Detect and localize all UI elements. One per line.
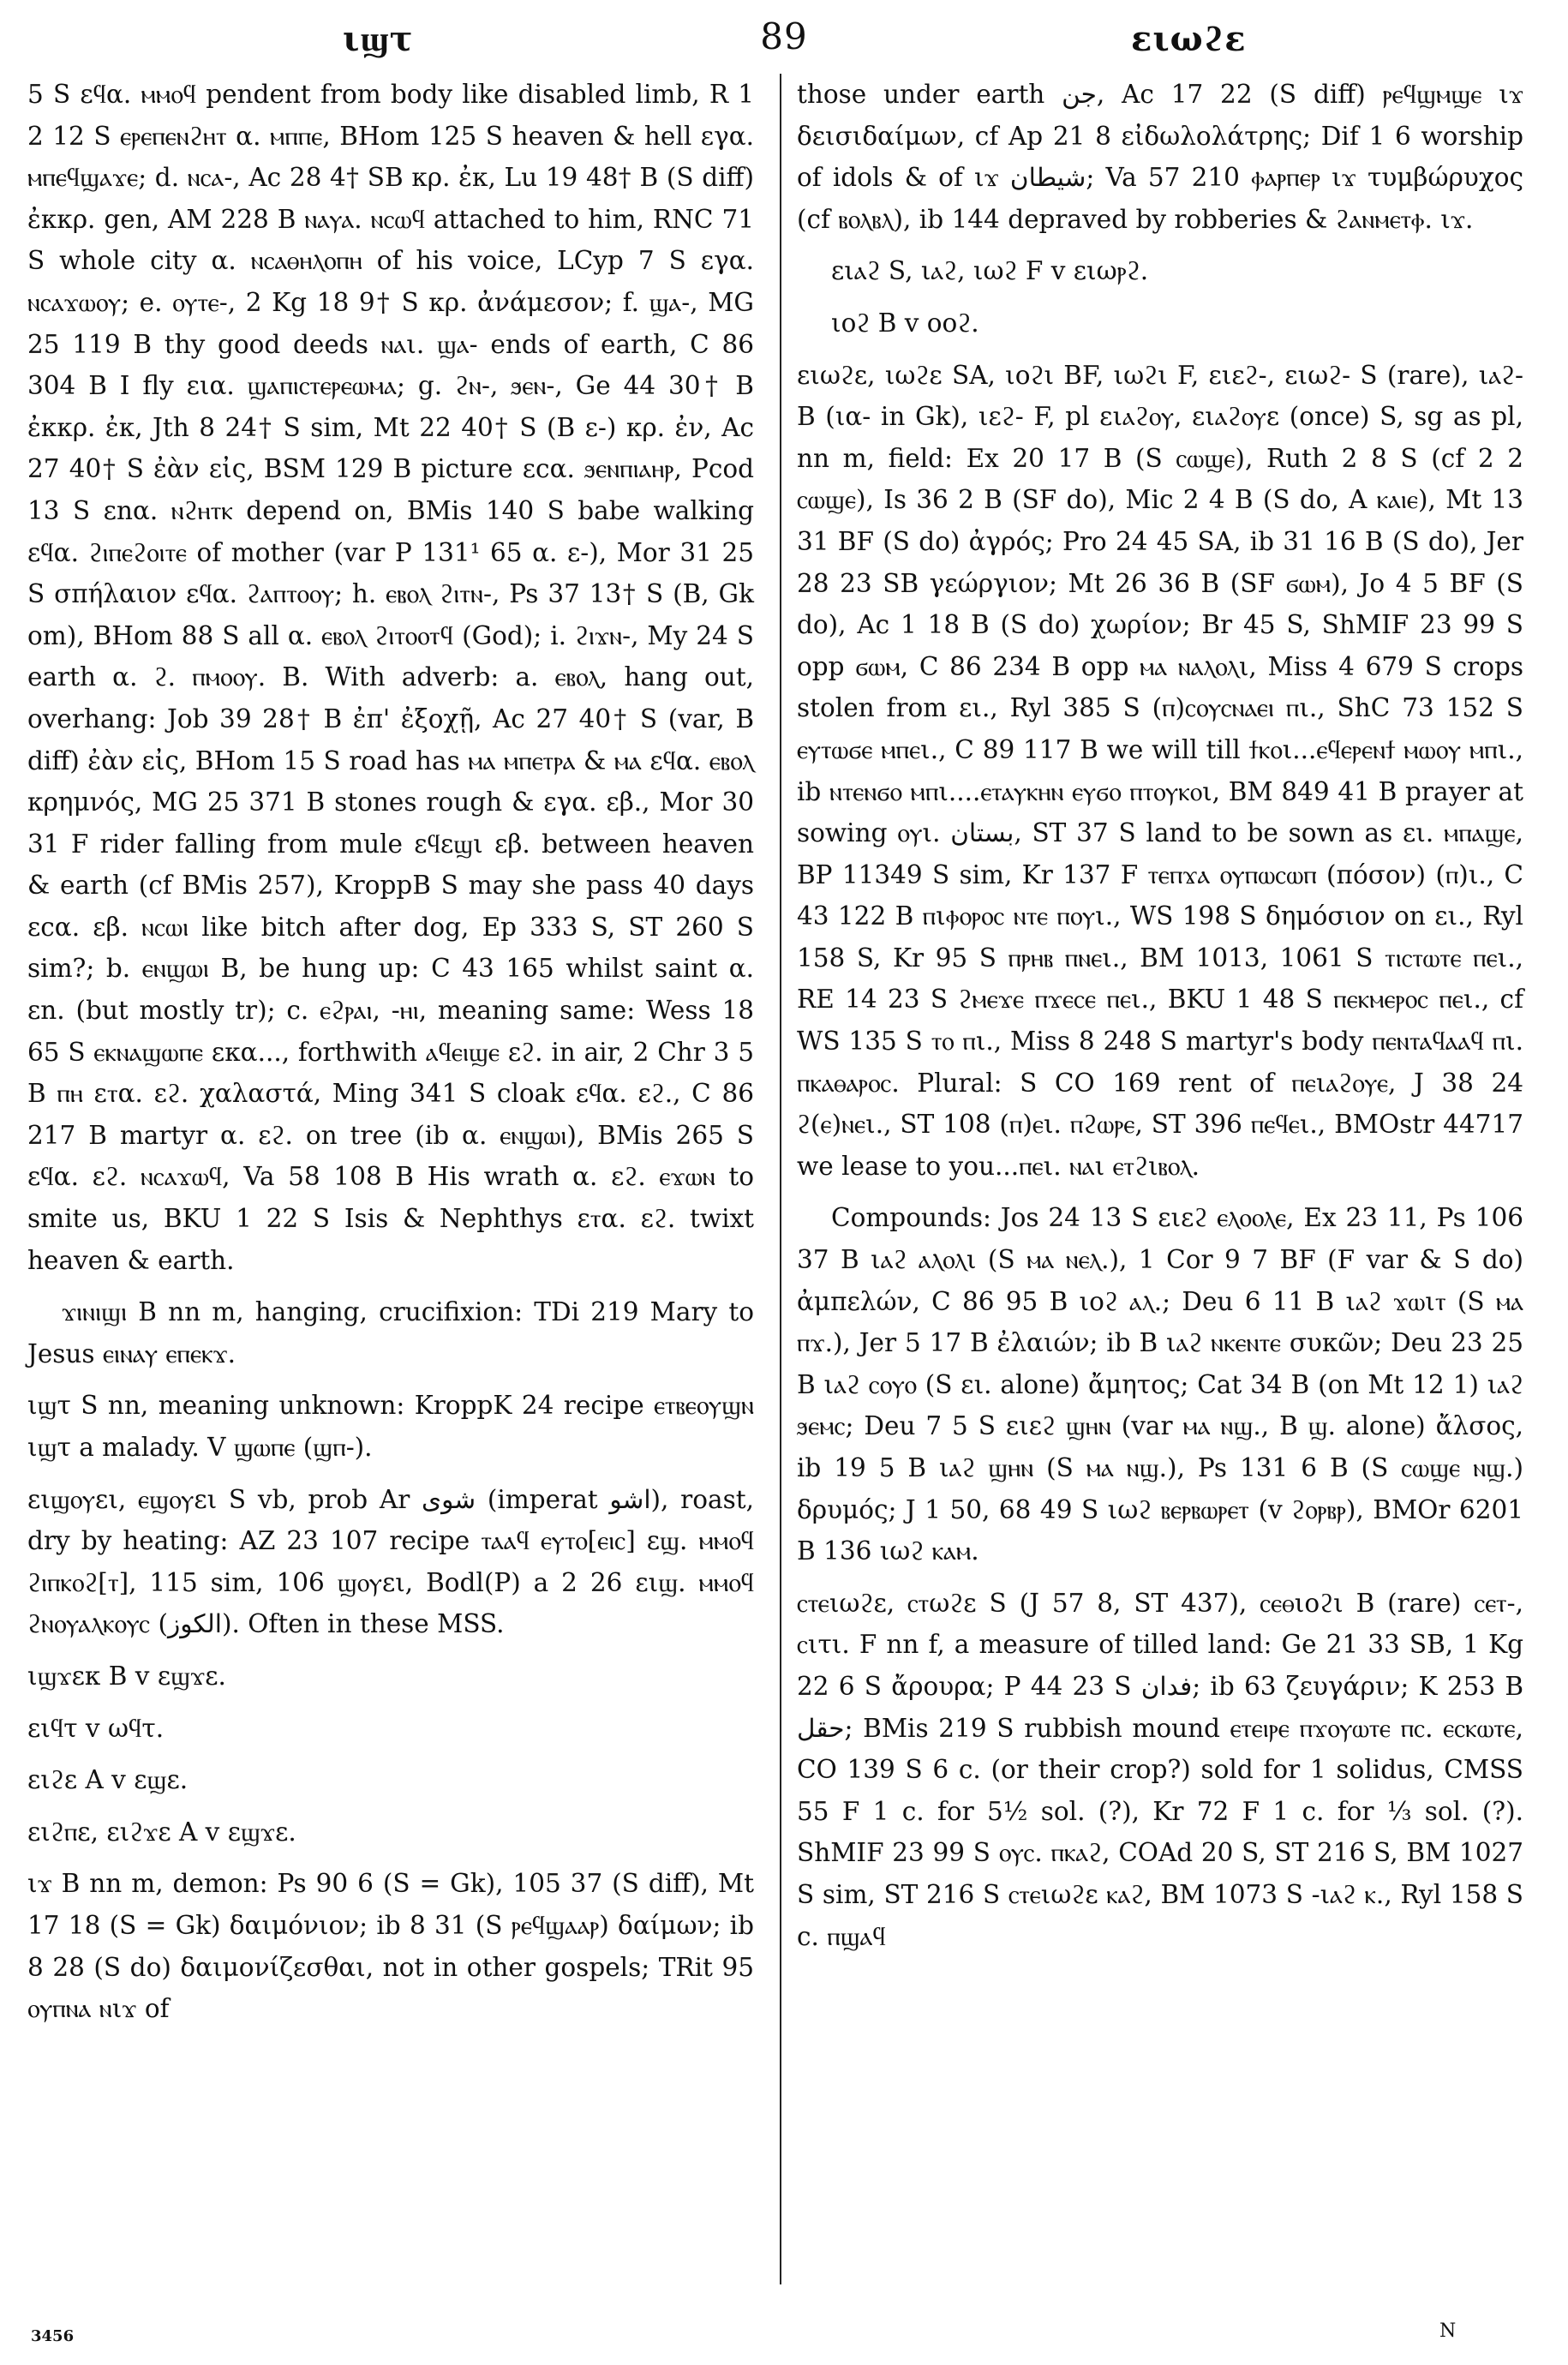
printer-signature-number: 3456 <box>31 2327 75 2345</box>
entry-isht: ιϣτ S nn, meaning unknown: KroppK 24 recipe ⲉⲧⲃⲉⲟⲩϣⲛ ιϣτ a malady. V ϣⲱⲡⲉ (ϣⲡ-). <box>27 1391 754 1462</box>
entry-eihe: ειϩε A v εϣε. <box>27 1765 189 1795</box>
page-number: 89 <box>760 15 808 57</box>
entry-eiah: ειⲁϩ S, ιⲁϩ, ιωϩ F v ειωⲣϩ. <box>831 256 1149 286</box>
entry-ishjek: ιϣϫεκ B v εϣϫε. <box>27 1661 226 1691</box>
signature-letter: N <box>1439 2320 1457 2342</box>
entry-ij-demon: ιϫ B nn m, demon: Ps 90 6 (S = Gk), 105 37 (S diff), Mt 17 18 (S = Gk) δαιμόνιον; ib 8 31 (S ⲣⲉϥϣⲁⲁⲣ) δαίμων; ib 8 28 (S do) δαιμονίζεσθαι, not in other gospels; TRit 95 ⲟⲩⲡⲛⲁ ⲛιϫ of <box>27 1869 754 2024</box>
left-running-head: ιϣτ <box>343 19 414 59</box>
entry-eiohe-field: ειωϩε, ιωϩε SA, ιοϩι BF, ιωϩι F, ειεϩ-, ειωϩ- S (rare), ιⲁϩ- B (ια- in Gk), ιεϩ- F, pl ειⲁϩⲟⲩ, ειⲁϩⲟⲩε (once) S, sg as pl, nn m, field: Ex 20 17 B (S ⲥⲱϣⲉ), Ruth 2 8 S (cf 2 2 ⲥⲱϣⲉ), Is 36 2 B (SF do), Mic 2 4 B (S do, A ⲕⲁⲓⲉ), Mt 13 31 BF (S do) ἀγρός; Pro 24 45 SA, ib 31 16 B (S do), Jer 28 23 SB γεώργιον; Mt 26 36 B (SF ϭⲱⲙ), Jo 4 5 BF (S do), Ac 1 18 B (S do) χωρίον; Br 45 S, ShMIF 23 99 S opp ϭⲱⲙ, C 86 234 B opp ⲙⲁ ⲛⲁⲗⲟⲗι, Miss 4 679 S crops stolen from ει., Ryl 385 S (ⲡ)ⲥⲟⲩⲥⲛⲁⲉⲓ ⲡι., ShC 73 152 S ⲉⲩⲧⲱϭⲉ ⲙⲡⲉι., C 89 117 B we will till ϯⲕⲟι...ⲉϥⲉⲣⲉⲛϯ ⲙⲱⲟⲩ ⲙⲡι., ib ⲛⲧⲉⲛϭⲟ ⲙⲡι....ⲉⲧⲁⲩⲕⲏⲛ ⲉⲩϭⲟ ⲡⲧⲟⲩⲕⲟι, BM 849 41 B prayer at sowing ⲟⲩι. بستان, ST 37 S land to be sown as ει. ⲙⲡⲁϣⲉ, BP 11349 S sim, Kr 137 F ⲧⲉⲡϫⲁ ⲟⲩⲡⲱⲥⲱⲡ (πόσον) (ⲡ)ι., C 43 122 B ⲡιⲫⲟⲣⲟⲥ ⲛⲧⲉ ⲡⲟⲩι., WS 198 S δημόσιον on ει., Ryl 158 S, Kr 95 S ⲡⲣⲏⲃ ⲡⲛⲉι., BM 1013, 1061 S ⲧⲓⲥⲧⲱⲧⲉ ⲡⲉι., RE 14 23 S ϩⲙⲉϫⲉ ⲡϫⲉⲥⲉ ⲡⲉι., BKU 1 48 S ⲡⲉⲕⲙⲉⲣⲟⲥ ⲡⲉι., cf WS 135 S ⲧⲟ ⲡι., Miss 8 248 S martyr's body ⲡⲉⲛⲧⲁϥⲁⲁϥ ⲡι. ⲡⲕⲁⲑⲁⲣⲟⲥ. Plural: S CO 169 rent of ⲡⲉιⲁϩⲟⲩⲉ, J 38 24 ϩ(ⲉ)ⲛⲉι., ST 108 (ⲡ)ⲉι. ⲡϩⲱⲣⲉ, ST 396 ⲡⲉϥⲉι., BMOstr 44717 we lease to you...ⲡⲉι. ⲛⲁι ⲉⲧϩιⲃⲟⲗ. <box>797 360 1523 1181</box>
entry-eishouei: ειϣⲟⲩει, ⲉϣⲟⲩει S vb, prob Ar شوى (imperat اشو), roast, dry by heating: AZ 23 107 recipe ⲧⲁⲁϥ ⲉⲩⲧⲟ[ⲉⲓⲥ] εϣ. ⲙⲙⲟϥ ϩⲓⲡⲕⲟϩ[ⲧ], 115 sim, 106 ϣⲟⲩει, Bodl(P) a 2 26 ειϣ. ⲙⲙⲟϥ ϩⲛⲟⲩⲁⲗⲕⲟⲩⲥ (الكوز). Often in these MSS. <box>27 1484 754 1639</box>
entry-eihpe: ειϩⲡε, ειϩϫε A v εϣϫε. <box>27 1817 296 1847</box>
entry-ioh: ιοϩ B v οοϩ. <box>831 308 979 338</box>
entry-eift: ειϥτ v ωϥτ. <box>27 1713 165 1743</box>
column-divider <box>780 74 781 2284</box>
right-column <box>797 74 1523 1967</box>
right-running-head: ειωϩε <box>1131 19 1247 59</box>
entry-jinishi: ϫⲓⲛⲓϣⲓ B nn m, hanging, crucifixion: TDi 219 Mary to Jesus ⲉⲓⲛⲁⲩ ⲉⲡⲉⲕϫ. <box>27 1297 754 1368</box>
left-column <box>27 74 754 2040</box>
entry-ij-continuation: those under earth جن, Ac 17 22 (S diff) ⲣⲉϥϣⲙϣⲉ ιϫ δεισιδαίμων, cf Ap 21 8 εἰδωλολάτρης; Dif 1 6 worship of idols & of ιϫ شيطان; Va 57 210 ⲫⲁⲣⲡⲉⲣ ιϫ τυμβώρυχος (cf ⲃⲟⲗⲃⲗ), ib 144 depraved by robberies & ϩⲁⲛⲙⲉⲧⲫ. ιϫ. <box>797 80 1523 234</box>
entry-steiohe: ⲥⲧⲉιωϩε, ⲥⲧωϩε S (J 57 8, ST 437), ⲥⲉⲑιοϩι B (rare) ⲥⲉⲧ-, ⲥιτι. F nn f, a measure of tilled land: Ge 21 33 SB, 1 Kg 22 6 S ἄρουρα; P 44 23 S فدان; ib 63 ζευγάριν; K 253 B حقل; BMis 219 S rubbish mound ⲉⲧⲉⲓⲣⲉ ⲡϫⲟⲩⲱⲧⲉ ⲡⲥ. ⲉⲥⲕⲱⲧⲉ, CO 139 S 6 c. (or their crop?) sold for 1 solidus, CMSS 55 F 1 c. for 5½ sol. (?), Kr 72 F 1 c. for ⅓ sol. (?). ShMIF 23 99 S ⲟⲩⲥ. ⲡⲕⲁϩ, COAd 20 S, ST 216 S, BM 1027 S sim, ST 216 S ⲥⲧⲉιωϩε ⲕⲁϩ, BM 1073 S -ιⲁϩ ⲕ., Ryl 158 S c. ⲡϣⲁϥ <box>797 1588 1524 1951</box>
entry-compounds: Compounds: Jos 24 13 S ειεϩ ⲉⲗⲟⲟⲗⲉ, Ex 23 11, Ps 106 37 B ιⲁϩ ⲁⲗⲟⲗι (S ⲙⲁ ⲛⲉⲗ.), 1 Cor 9 7 BF (F var & S do) ἀμπελών, C 86 95 B ιοϩ ⲁⲗ.; Deu 6 11 B ιⲁϩ ϫⲱιⲧ (S ⲙⲁ ⲡϫ.), Jer 5 17 B ἐλαιών; ib B ιⲁϩ ⲛⲕⲉⲛⲧⲉ συκῶν; Deu 23 25 B ιⲁϩ ⲥⲟⲩⲟ (S ει. alone) ἄμητος; Cat 34 B (on Mt 12 1) ιⲁϩ ϧⲉⲙⲥ; Deu 7 5 S ειεϩ ϣⲏⲛ (var ⲙⲁ ⲛϣ., B ϣ. alone) ἄλσος, ib 19 5 B ιⲁϩ ϣⲏⲛ (S ⲙⲁ ⲛϣ.), Ps 131 6 B (S ⲥⲱϣⲉ ⲛϣ.) δρυμός; J 1 50, 68 49 S ιωϩ ⲃⲉⲣⲃⲱⲣⲉⲧ (v ϩⲟⲣⲃⲣ), BMOr 6201 B 136 ιωϩ ⲕⲁⲙ. <box>797 1203 1523 1566</box>
entry-continuation: 5 S εϥα. ⲙⲙⲟϥ pendent from body like disabled limb, R 1 2 12 S ⲉⲣⲉⲡⲉⲛϩⲏⲧ α. ⲙⲡⲡⲉ, BHom 125 S heaven & hell εγα. ⲙⲡⲉϥϣⲁϫⲉ; d. ⲛⲥⲁ-, Ac 28 4† SB κρ. ἐκ, Lu 19 48† B (S diff) ἐκκρ. gen, AM 228 B ⲛⲁⲩⲁ. ⲛⲥⲱϥ attached to him, RNC 71 S whole city α. ⲛⲥⲁⲑⲏⲗⲟⲡⲏ of his voice, LCyp 7 S εγα. ⲛⲥⲁϫⲱⲟⲩ; e. ⲟⲩⲧⲉ-, 2 Kg 18 9† S κρ. ἀνάμεσον; f. ϣⲁ-, MG 25 119 B thy good deeds ⲛⲁι. ϣⲁ- ends of earth, C 86 304 B I fly εια. ϣⲁⲡⲓⲥⲧⲉⲣⲉⲱⲙⲁ; g. ϩⲛ-, ϧⲉⲛ-, Ge 44 30† B ἐκκρ. ἐκ, Jth 8 24† S sim, Mt 22 40† S (B ε-) κρ. ἐν, Ac 27 40† S ἐὰν εἰς, BSM 129 B picture εcα. ϧⲉⲛⲡⲓⲁⲏⲣ, Pcod 13 S εnα. ⲛϩⲏⲧⲕ depend on, BMis 140 S babe walking εϥα. ϩⲓⲡⲉϩⲟⲓⲧⲉ of mother (var P 131¹ 65 α. ε-), Mor 31 25 S σπήλαιον εϥα. ϩⲁⲡⲧⲟⲟⲩ; h. ⲉⲃⲟⲗ ϩⲓⲧⲛ-, Ps 37 13† S (B, Gk om), BHom 88 S all α. ⲉⲃⲟⲗ ϩⲓⲧⲟⲟⲧϥ (God); i. ϩⲓϫⲛ-, My 24 S earth α. ϩ. ⲡⲙⲟⲟⲩ. B. With adverb: a. ⲉⲃⲟⲗ, hang out, overhang: Job 39 28† B ἐπ' ἐξοχῇ, Ac 27 40† S (var, B diff) ἐὰν εἰς, BHom 15 S road has ⲙⲁ ⲙⲡⲉⲧⲣⲁ & ⲙⲁ εϥα. ⲉⲃⲟⲗ κρημνός, MG 25 371 B stones rough & εγα. εβ., Mor 30 31 F rider falling from mule εϥεϣι εβ. between heaven & earth (cf BMis 257), KroppB S may she pass 40 days εcα. εβ. ⲛⲥⲱⲓ like bitch after dog, Ep 333 S, ST 260 S sim?; b. ⲉⲛϣⲱⲓ B, be hung up: C 43 165 whilst saint α. εn. (but mostly tr); c. ⲉϩⲣⲁⲓ, -ⲏⲓ, meaning same: Wess 18 65 S ⲉⲕⲛⲁϣⲱⲡⲉ εκα..., forthwith ⲁϥⲉⲓϣⲉ εϩ. in air, 2 Chr 3 5 B ⲡⲏ εⲧα. εϩ. χαλαστά, Ming 341 S cloak εϥα. εϩ., C 86 217 B martyr α. εϩ. on tree (ib α. ⲉⲛϣⲱⲓ), BMis 265 S εϥα. εϩ. ⲛⲥⲁϫⲱϥ, Va 58 108 B His wrath α. εϩ. ⲉϫⲱⲛ to smite us, BKU 1 22 S Isis & Nephthys εⲧα. εϩ. twixt heaven & earth. <box>27 80 754 1275</box>
